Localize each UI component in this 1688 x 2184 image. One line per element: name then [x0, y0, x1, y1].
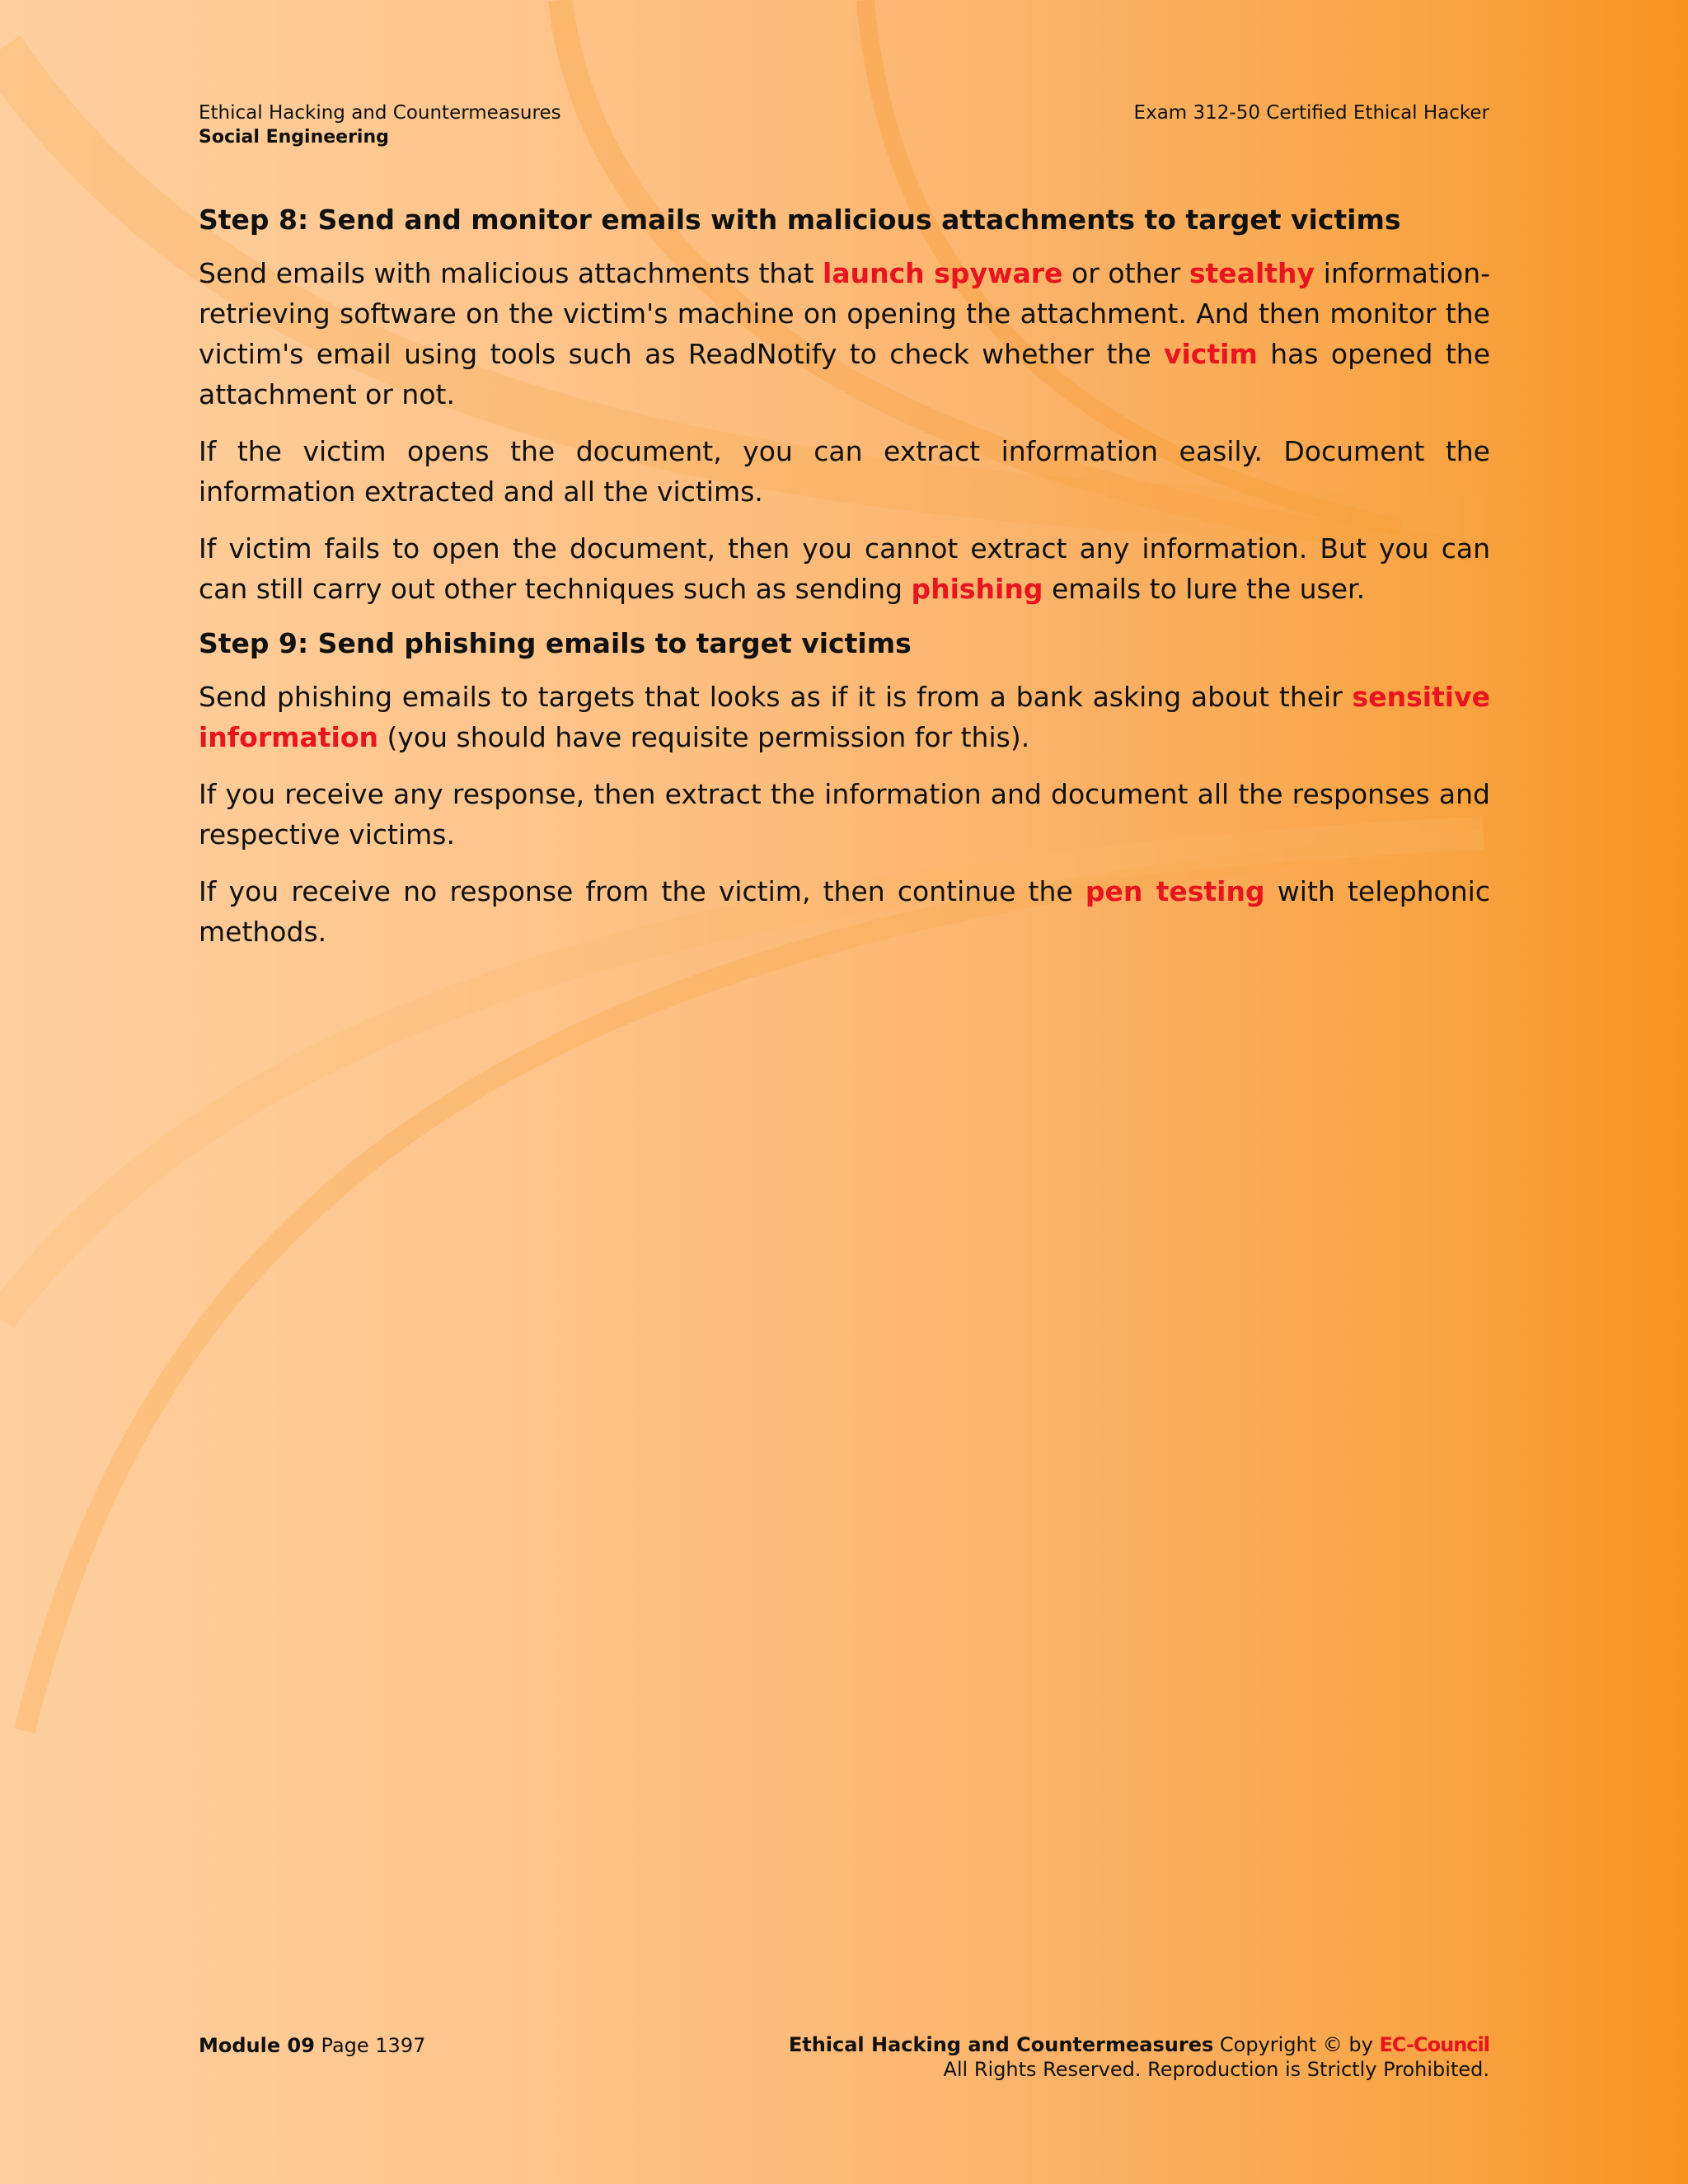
- step9-paragraph-3: [199, 871, 1490, 952]
- module-name: Social Engineering: [199, 127, 389, 148]
- highlight-term: victim: [1163, 338, 1258, 370]
- copyright-text: Copyright © by: [1219, 2033, 1373, 2056]
- rights-reserved: All Rights Reserved. Reproduction is Strictly Prohibited.: [943, 2058, 1489, 2081]
- footer-page-info: [199, 2032, 425, 2059]
- text: has opened the attachment or not.: [199, 338, 1490, 410]
- step9-heading: Step 9: Send phishing emails to target victims: [199, 627, 912, 659]
- highlight-term: stealthy: [1189, 257, 1315, 289]
- page-content: [199, 202, 1490, 968]
- step8-paragraph-2: If the victim opens the document, you can extract information easily. Document the information extracted and all the victims.: [199, 435, 1490, 508]
- text: with telephonic methods.: [199, 875, 1490, 948]
- ec-council-logo: EC-Council: [1379, 2033, 1489, 2056]
- highlight-term: sensitive information: [199, 681, 1490, 753]
- highlight-term: phishing: [911, 573, 1043, 605]
- step9-paragraph-2: If you receive any response, then extract the information and document all the responses and respective victims.: [199, 778, 1490, 851]
- text: Send phishing emails to targets that looks as if it is from a bank asking about their: [199, 681, 1353, 713]
- text: If victim fails to open the document, then you cannot extract any information. But you can can still carry out other techniques such as sending: [199, 532, 1490, 605]
- text: emails to lure the user.: [1043, 573, 1366, 605]
- module-number: Module 09: [199, 2034, 315, 2057]
- exam-title: Exam 312-50 Certified Ethical Hacker: [1133, 102, 1489, 124]
- copyright-line: [789, 2032, 1489, 2057]
- page-number: Page 1397: [321, 2034, 426, 2057]
- step8-heading: Step 8: Send and monitor emails with malicious attachments to target victims: [199, 204, 1401, 236]
- step9-paragraph-1: [199, 677, 1490, 757]
- step8-paragraph-1: [199, 253, 1490, 415]
- highlight-term: pen testing: [1085, 875, 1265, 907]
- text: information-retrieving software on the victim's machine on opening the attachment. And then monitor the victim's email using tools such as ReadNotify to check whether the: [199, 257, 1491, 370]
- step8-paragraph-3: [199, 528, 1490, 609]
- text: (you should have requisite permission for this).: [378, 721, 1030, 753]
- text: If you receive no response from the victim, then continue the: [199, 875, 1085, 907]
- text: Send emails with malicious attachments that: [199, 257, 823, 289]
- book-title: Ethical Hacking and Countermeasures: [199, 102, 561, 124]
- footer-copyright: [789, 2032, 1489, 2082]
- copyright-title: Ethical Hacking and Countermeasures: [788, 2033, 1214, 2056]
- text: or other: [1062, 257, 1189, 289]
- header-left: [199, 101, 561, 150]
- highlight-term: launch spyware: [823, 257, 1063, 289]
